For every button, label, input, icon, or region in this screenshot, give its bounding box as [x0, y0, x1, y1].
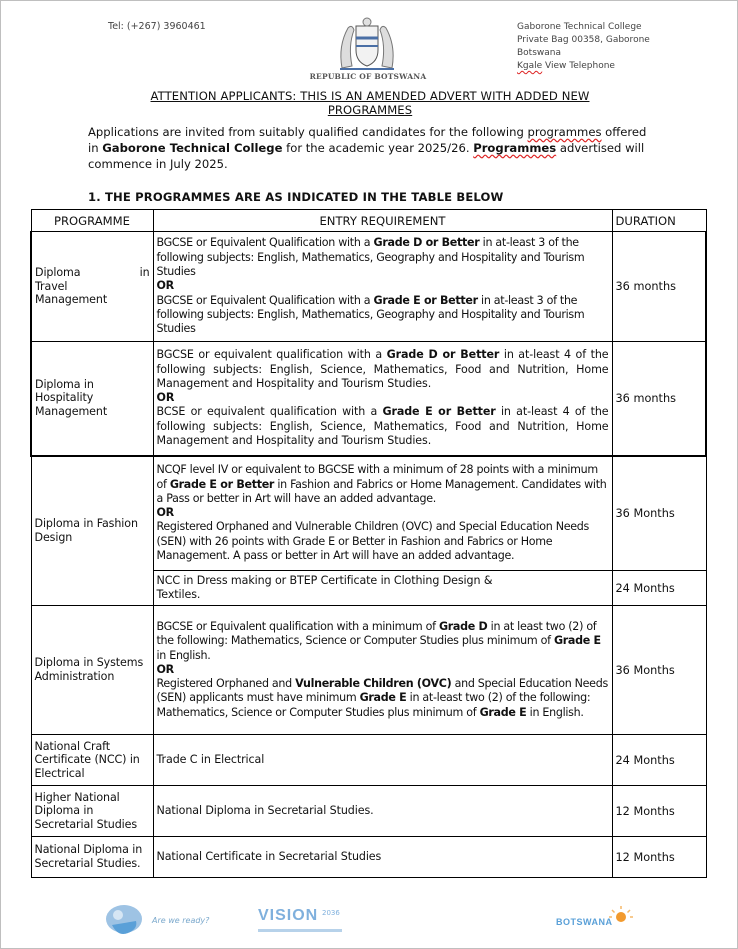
entry-cell: [153, 342, 612, 456]
requirement-option: [157, 405, 609, 448]
intro-paragraph: [88, 124, 654, 172]
intro-text: Applications are invited from suitably qualified candidates for the following: [88, 125, 528, 139]
table-row: [31, 456, 706, 571]
headline-line-2: PROGRAMMES: [327, 103, 413, 117]
req-text: NCQF level IV or equivalent to BGCSE with a minimum of 28 points with a minimum of: [156, 463, 598, 491]
botswana-brand-logo: [556, 903, 646, 943]
table-row: [31, 342, 706, 456]
advert-headline: [116, 89, 624, 117]
table-row: [31, 735, 706, 786]
req-text: Registered Orphaned and: [156, 677, 296, 691]
req-grade: Grade E: [359, 691, 407, 705]
requirement-option: [157, 463, 609, 506]
address-line: Gaborone Technical College: [517, 22, 642, 32]
req-grade: Grade D or Better: [373, 236, 480, 250]
duration-cell: 36 Months: [612, 456, 706, 571]
or-label: OR: [156, 662, 174, 676]
programmes-table: [30, 209, 707, 878]
req-text: BGCSE or Equivalent Qualification with a: [156, 293, 374, 307]
programme-cell: Diploma in Systems Administration: [31, 606, 153, 735]
vision-text: VISION: [258, 907, 319, 924]
vision-year: 2036: [322, 909, 340, 917]
vision-underline: [258, 929, 342, 932]
requirement-option: [157, 236, 609, 279]
requirement-line: NCC in Dress making or BTEP Certificate in Clothing Design &: [156, 573, 493, 587]
req-text: in at-least 3 of the following subjects: English, Mathematics, Geography and Hospitality and Tourism Studies: [156, 293, 585, 336]
req-grade: Grade E: [553, 634, 601, 648]
or-label: OR: [156, 391, 175, 405]
duration-cell: 36 months: [612, 342, 706, 456]
programme-name: Diploma in Travel Management: [35, 266, 150, 307]
duration-cell: 12 Months: [612, 837, 706, 878]
address-line: Botswana: [517, 48, 561, 58]
requirement-option: [157, 348, 609, 391]
botswana-text: BOTSWANA: [556, 917, 613, 927]
header-entry-requirement: ENTRY REQUIREMENT: [153, 210, 612, 232]
req-grade: Grade E or Better: [169, 477, 275, 491]
req-grade: Vulnerable Children (OVC): [295, 677, 452, 691]
header-duration: DURATION: [612, 210, 706, 232]
table-row: [31, 606, 706, 735]
or-label: OR: [156, 279, 174, 293]
table-header-row: [31, 210, 706, 232]
programme-cell: National Diploma in Secretarial Studies.: [31, 837, 153, 878]
intro-text: advertised will commence in July 2025.: [88, 141, 645, 171]
table-row: [31, 837, 706, 878]
are-we-ready-text: Are we ready?: [152, 916, 210, 925]
req-text: in English.: [156, 648, 211, 662]
req-text: and Special Education Needs (SEN) applicants must have minimum: [156, 677, 608, 705]
duration-cell: 24 Months: [612, 571, 706, 606]
req-text: in English.: [526, 705, 584, 719]
entry-cell: National Diploma in Secretarial Studies.: [153, 786, 612, 837]
intro-text: programmes: [527, 125, 602, 139]
requirement-option: Registered Orphaned and Vulnerable Children (OVC) and Special Education Needs (SEN) with 26 points with Grade E or Better in Fashion and Fabrics or Home Management. A pass or better in Art will have an added advantage.: [156, 520, 590, 562]
req-text: in at-least two (2) of the following:: [406, 691, 591, 705]
req-text: in at-least 4 of the following subjects: English, Science, Mathematics, Food and Nutrition, Home Management and Hospitality and Tourism Studies.: [156, 348, 609, 390]
requirement-option: [157, 677, 609, 706]
address-block: [517, 21, 650, 73]
requirement-option: [157, 620, 609, 663]
req-grade: Grade E or Better: [373, 293, 478, 307]
entry-cell: [153, 571, 612, 606]
req-text: in at-least 3 of the following subjects: English, Mathematics, Geography and Hospitality and Tourism Studies: [156, 236, 585, 279]
req-text: BGCSE or Equivalent qualification with a minimum of: [156, 619, 439, 633]
requirement-option: [157, 706, 609, 720]
coat-of-arms-icon: [334, 16, 400, 72]
req-text: in Fashion and Fabrics or Home Management. Candidates with a Pass or better in Art will have an added advantage.: [156, 477, 607, 505]
requirement-option: [157, 294, 609, 337]
programme-cell: Higher National Diploma in Secretarial Studies: [31, 786, 153, 837]
entry-cell: [153, 456, 612, 571]
are-we-ready-logo: [98, 903, 238, 943]
req-text: BGCSE or Equivalent Qualification with a: [156, 236, 374, 250]
entry-cell: Trade C in Electrical: [153, 735, 612, 786]
programme-cell: [31, 342, 153, 456]
req-text: BCSE or equivalent qualification with a: [156, 405, 383, 419]
req-grade: Grade D or Better: [386, 348, 500, 362]
duration-cell: 36 months: [612, 232, 706, 342]
requirement-line: Textiles.: [156, 588, 201, 601]
or-label: OR: [156, 506, 174, 520]
entry-cell: [153, 232, 612, 342]
programme-name-line: Hospitality: [35, 391, 94, 405]
programme-cell: National Craft Certificate (NCC) in Electrical: [31, 735, 153, 786]
req-text: in at-least 4 of the following subjects: English, Science, Mathematics, Food and Nutrition, Home Management and Hospitality and Tourism Studies.: [156, 405, 609, 447]
college-name: Gaborone Technical College: [102, 141, 283, 155]
req-grade: Grade E or Better: [382, 405, 496, 419]
intro-text: for the academic year 2025/26.: [282, 141, 474, 155]
section-title: 1. THE PROGRAMMES ARE AS INDICATED IN THE TABLE BELOW: [88, 190, 504, 204]
table-row: [31, 232, 706, 342]
republic-label: REPUBLIC OF BOTSWANA: [309, 72, 427, 81]
table-row: [31, 786, 706, 837]
intro-text: offered in: [88, 125, 647, 155]
req-grade: Grade E: [479, 705, 527, 719]
address-line: [517, 60, 650, 73]
programme-cell: Diploma in Fashion Design: [31, 456, 153, 606]
intro-text: Programmes: [473, 141, 557, 155]
req-text: in at least two (2) of the following: Mathematics, Science or Computer Studies plus minimum of: [156, 619, 597, 648]
duration-cell: 24 Months: [612, 735, 706, 786]
req-grade: Grade D: [438, 619, 488, 633]
programme-cell: [31, 232, 153, 342]
entry-cell: National Certificate in Secretarial Studies: [153, 837, 612, 878]
req-text: BGCSE or equivalent qualification with a: [156, 348, 387, 362]
programme-name-line: Management: [35, 405, 108, 419]
address-line: Private Bag 00358, Gaborone: [517, 35, 650, 45]
duration-cell: 36 Months: [612, 606, 706, 735]
vision-logo: [258, 903, 346, 943]
address-kgale: Kgale: [517, 61, 543, 71]
entry-cell: [153, 606, 612, 735]
header-programme: PROGRAMME: [31, 210, 153, 232]
headline-line-1: ATTENTION APPLICANTS: THIS IS AN AMENDED ADVERT WITH ADDED NEW: [150, 89, 590, 103]
req-text: Mathematics, Science or Computer Studies plus minimum of: [156, 705, 480, 719]
duration-cell: 12 Months: [612, 786, 706, 837]
lightbulb-head-icon: [98, 903, 148, 939]
address-rest: View Telephone: [542, 61, 615, 71]
programme-name-line: Diploma in: [35, 377, 94, 391]
telephone: Tel: (+267) 3960461: [108, 21, 206, 32]
